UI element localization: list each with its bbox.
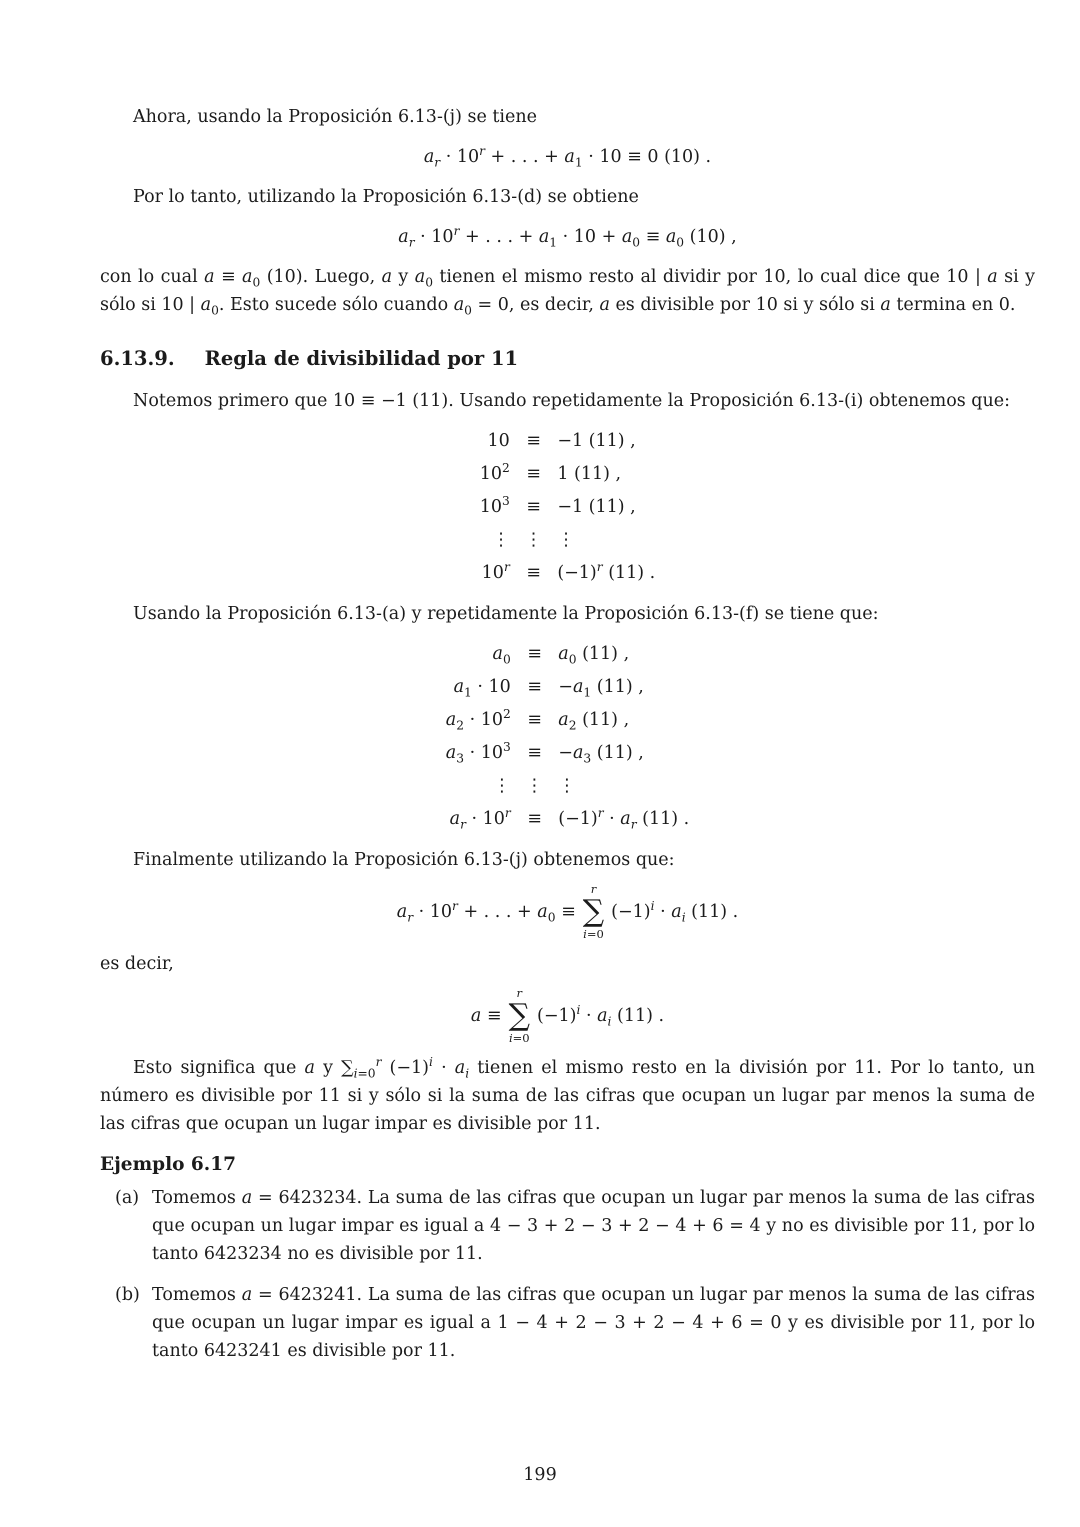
equation-rhs: $-a_3$ (11) , (558, 743, 644, 766)
sigma-icon: ∑ (582, 894, 605, 930)
sum-lower-limit: i=0 (508, 1030, 530, 1045)
equation-lhs: $a_2 \cdot 10^2$ (445, 707, 511, 733)
equiv-sign: ≡ (526, 563, 541, 583)
display-equation-mod10-zero: $a_r \cdot 10^r$ + . . . + $a_1 \cdot 10 \equiv 0$ (10) . (423, 144, 712, 170)
equation-rhs: $a_2$ (11) , (558, 710, 630, 733)
equation-left: a ≡ (470, 1006, 502, 1026)
equiv-sign: ≡ (526, 431, 541, 451)
equation-lhs: $a_3 \cdot 10^3$ (445, 740, 511, 766)
equation-lhs: 10 (487, 431, 510, 451)
list-item-a (115, 1184, 1035, 1268)
paragraph-finalmente: Finalmente utilizando la Proposición 6.13-(j) obtenemos que: (133, 850, 675, 870)
equation-rhs: −1 (11) , (557, 431, 636, 451)
equiv-sign: ≡ (527, 743, 542, 763)
page-number: 199 (523, 1465, 557, 1485)
equation-rhs: $(-1)^r \cdot a_r$ (11) . (558, 806, 690, 832)
display-equation-mod10-a0: $a_r \cdot 10^r$ + . . . + $a_1 \cdot 10 + a_0 \equiv a_0$ (10) , (398, 224, 737, 250)
section-number: 6.13.9. (100, 347, 175, 370)
paragraph-intro-d: Por lo tanto, utilizando la Proposición 6.13-(d) se obtiene (133, 187, 639, 207)
equiv-sign: ≡ (526, 497, 541, 517)
list-item-label: (b) (115, 1285, 140, 1305)
equiv-sign: ≡ (527, 677, 542, 697)
paragraph-es-decir: es decir, (100, 954, 174, 974)
equiv-sign: ≡ (526, 464, 541, 484)
display-equation-sum-1 (100, 880, 1035, 944)
vdots-icon: ⋮ (558, 776, 576, 796)
equation-block-digit-terms (100, 638, 1035, 836)
sigma-icon: ∑ (508, 998, 531, 1034)
list-item-text: Tomemos a = 6423241. La suma de las cifras que ocupan un lugar par menos la suma de las cifras que ocupan un lugar impar es igual a 1 − 4 + 2 − 3 + 2 − 4 + 6 = 0 y es divisible por 11, por lo tanto 6423241 es divisible por 11. (152, 1285, 1035, 1361)
equation-lhs: $a_1 \cdot 10$ (453, 677, 511, 700)
vdots-icon: ⋮ (524, 530, 543, 550)
paragraph-divisibility-10: con lo cual $a \equiv a_0$ (10). Luego, a y $a_0$ tienen el mismo resto al dividir por 10, lo cual dice que 10 | a si y sólo si 10 | $a_0$. Esto sucede sólo cuando $a_0 = 0$, es decir, a es divisible por 10 si y sólo si a termina en 0. (100, 267, 1036, 318)
paragraph-usando: Usando la Proposición 6.13-(a) y repetidamente la Proposición 6.13-(f) se tiene que: (133, 604, 879, 624)
summation (583, 883, 604, 941)
section-title: Regla de divisibilidad por 11 (204, 347, 519, 370)
equation-lhs: $a_r \cdot 10^r$ (449, 806, 511, 832)
equiv-sign: ≡ (527, 809, 542, 829)
equation-lhs: $a_0$ (492, 644, 511, 667)
paragraph-intro-j: Ahora, usando la Proposición 6.13-(j) se tiene (133, 107, 538, 127)
equation-lhs: $10^2$ (479, 461, 510, 484)
paragraph-notemos: Notemos primero que 10 ≡ −1 (11). Usando repetidamente la Proposición 6.13-(i) obtenemos que: (133, 391, 1010, 411)
list-item-text: Tomemos a = 6423234. La suma de las cifras que ocupan un lugar par menos la suma de las cifras que ocupan un lugar impar es igual a 4 − 3 + 2 − 3 + 2 − 4 + 6 = 4 y no es divisible por 11, por lo tanto 6423234 no es divisible por 11. (152, 1188, 1035, 1264)
sum-upper-limit: r (516, 986, 523, 1001)
equation-lhs: 10$^r$ (481, 560, 510, 583)
summation (509, 987, 530, 1045)
example-heading: Ejemplo 6.17 (100, 1154, 236, 1175)
equation-lhs: $10^3$ (479, 494, 510, 517)
sum-lower-limit: i=0 (583, 926, 604, 941)
vdots-icon: ⋮ (557, 530, 575, 550)
section-heading (100, 347, 1035, 371)
equation-rhs: $a_0$ (11) , (558, 644, 630, 667)
equiv-sign: ≡ (527, 710, 542, 730)
equation-rhs: 1 (11) , (557, 464, 622, 484)
equation-right: $(-1)^i \cdot a_i$ (11) . (611, 899, 739, 925)
equation-rhs: −1 (11) , (557, 497, 636, 517)
equation-right: $(-1)^i \cdot a_i$ (11) . (537, 1003, 665, 1029)
vdots-icon: ⋮ (525, 776, 544, 796)
equation-left: $a_r \cdot 10^r$ + . . . + $a_0$ ≡ (396, 899, 576, 925)
list-item-label: (a) (115, 1188, 140, 1208)
equiv-sign: ≡ (527, 644, 542, 664)
list-item-b (115, 1281, 1035, 1365)
equation-rhs: $-a_1$ (11) , (558, 677, 644, 700)
equation-rhs: $(-1)^r$ (11) . (557, 560, 656, 583)
vdots-icon: ⋮ (493, 776, 511, 796)
paragraph-conclusion-11: Esto significa que a y $\sum_{i=0}^r$ $(-1)^i \cdot a_i$ tienen el mismo resto en la división por 11. Por lo tanto, un número es divisible por 11 si y sólo si la suma de las cifras que ocupan un lugar par menos la suma de las cifras que ocupan un lugar impar es divisible por 11. (100, 1055, 1035, 1134)
sum-upper-limit: r (590, 882, 597, 897)
equation-block-powers-of-10 (100, 425, 1035, 590)
vdots-icon: ⋮ (492, 530, 510, 550)
display-equation-sum-2 (100, 984, 1035, 1048)
